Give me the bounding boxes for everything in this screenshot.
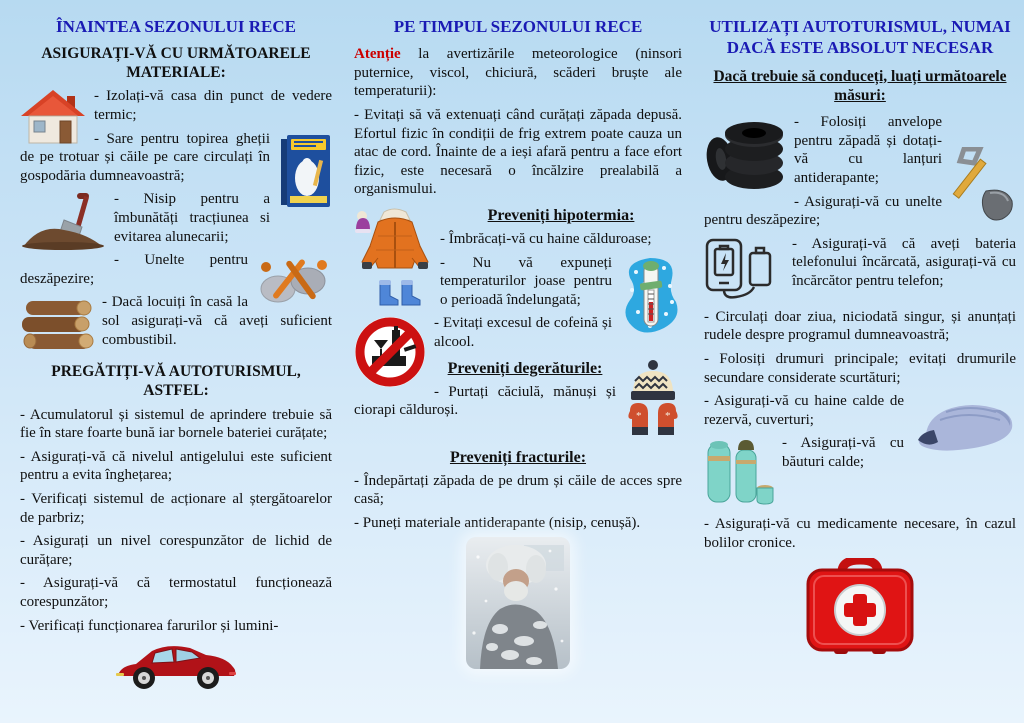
firewood-icon [20, 295, 94, 353]
list-item-text: - Izolați-vă casa din punct de vedere termic; [94, 88, 332, 124]
list-item [704, 515, 1016, 552]
svg-text:*: * [665, 409, 671, 422]
attention-text: la avertizările meteorologice (ninsori puternice, viscol, chiciură, scăderi bruște ale temperaturii): [354, 46, 682, 100]
panel-title: ÎNAINTEA SEZONULUI RECE [56, 17, 296, 36]
no-alcohol-sign-icon [354, 316, 426, 388]
boots-icon [379, 280, 420, 305]
list-item-text: - Asigurați-vă cu unelte pentru deszăpezire; [704, 193, 942, 229]
attention-paragraph [354, 45, 682, 101]
list-item-text: - Nisip pentru a îmbunătăți tracțiunea si evitarea alunecarii; [114, 191, 270, 245]
list-item-text: - Evitați să vă extenuați când curățați zăpada depusă. Efortul fizic în condiții de frig extrem poate cauza un atac de cord. Înainte de a ieși afară pentru a face efort fizic, este necesară o încălzire prealabilă a organismului. [354, 107, 682, 198]
list-item [704, 308, 1016, 345]
panel-title: PE TIMPUL SEZONULUI RECE [393, 17, 643, 36]
list-item-text: - Unelte pentru deszăpezire; [20, 252, 248, 287]
list-item [20, 490, 332, 527]
phone-charger-icon [704, 237, 784, 301]
first-aid-image-wrap [704, 558, 1016, 663]
panel-during-cold-season [354, 12, 682, 715]
list-item [20, 448, 332, 485]
salt-box-icon [278, 132, 332, 210]
warm-clothes-icons [354, 206, 432, 310]
list-item [354, 472, 682, 509]
list-item [704, 350, 1016, 387]
list-item-text: - Verificați sistemul de acționare al ștergătoarelor de parbriz; [20, 490, 332, 526]
hypothermia-heading: Preveniți hipotermia: [487, 207, 635, 224]
thermometer-icon [620, 256, 682, 338]
list-item-text: - Dacă locuiți în casă la sol asigurați-vă că aveți suficient combustibil. [102, 294, 332, 348]
attention-word: Atenție [354, 46, 401, 63]
materials-heading: ASIGURAȚI-VĂ CU URMĂTOARELE MATERIALE: [41, 45, 311, 81]
list-item-text: - Asigurați-vă cu medicamente necesare, în cazul bolilor cronice. [704, 516, 1016, 551]
shovel-icon [950, 147, 1016, 227]
list-item-text: - Îmbrăcați-vă cu haine călduroase; [440, 231, 652, 247]
list-item-text: - Purtați căciulă, mănuși și ciorapi călduroși. [354, 383, 616, 419]
thermos-icon [704, 436, 774, 508]
list-item [704, 392, 1016, 429]
list-item [20, 617, 332, 636]
red-car-icon [114, 640, 238, 690]
house-icon [20, 89, 86, 145]
drive-measures-heading: Dacă trebuie să conduceți, luați următoarele măsuri: [713, 67, 1007, 104]
list-item-text: - Asigurați-vă cu haine calde de rezervă, cuverturi; [704, 393, 904, 428]
tires-stack-icon [704, 115, 786, 193]
panel-before-cold-season [20, 12, 332, 715]
list-item [20, 406, 332, 443]
list-item-text: - Circulați doar ziua, niciodată singur, și anunțați rudele despre programul dumneavoastră; [704, 308, 1016, 344]
panel-use-car-only-if-necessary [704, 12, 1016, 715]
sand-shovel-icon [20, 192, 106, 250]
list-item [704, 235, 1016, 291]
list-item-text: - Asigurați-vă că aveți bateria telefonului încărcată, asigurați-vă cu încărcător pentru telefon; [792, 235, 1016, 289]
prepare-car-heading: PREGĂTIȚI-VĂ AUTOTURISMUL, ASTFEL: [51, 363, 301, 399]
blanket-icon [912, 394, 1016, 452]
winter-hat-small-icon [355, 211, 371, 233]
effort-paragraph [354, 106, 682, 199]
frostbite-heading: Preveniți degerăturile: [447, 359, 603, 377]
snow-man-photo-wrap [354, 537, 682, 674]
list-item-text: - Îndepărtați zăpada de pe drum și căile de acces spre casă; [354, 472, 682, 508]
list-item-text: - Nu vă expuneți temperaturilor joase pentru o perioadă îndelungată; [440, 254, 612, 308]
fracture-heading: Preveniți fracturile: [449, 448, 587, 466]
svg-text:*: * [636, 409, 642, 422]
knit-hat-mittens-icon [624, 359, 682, 439]
list-item-text: - Evitați excesul de cofeină și alcool. [434, 315, 612, 350]
list-item [20, 251, 332, 288]
list-item-text: - Asigurați-vă cu băuturi calde; [782, 435, 904, 470]
puffer-jacket-icon [362, 209, 428, 269]
snow-covered-man-photo [466, 537, 570, 669]
first-aid-kit-icon [804, 558, 916, 658]
list-item [354, 514, 682, 533]
list-item [20, 87, 332, 124]
list-item-text: - Asigurați-vă că nivelul antigelului este suficient pentru a evita înghețarea; [20, 448, 332, 484]
list-item-text: - Folosiți anvelope pentru zăpadă și dotați-vă cu lanțuri antiderapante; [794, 114, 942, 187]
list-item [704, 113, 1016, 187]
list-item-text: - Sare pentru topirea gheții de pe trotuar și căile pe care circulați în gospodăria dumneavoastră; [20, 130, 270, 184]
list-item-text: - Verificați funcționarea farurilor și lumini- [20, 617, 279, 634]
list-item-text: - Folosiți drumuri principale; evitați drumurile secundare considerate scurtături; [704, 351, 1016, 386]
snow-tools-icon [256, 253, 332, 309]
list-item [20, 574, 332, 611]
list-item-text: - Asigurați-vă că termostatul funcționează corespunzător; [20, 575, 332, 610]
panel-title: UTILIZAȚI AUTOTURISMUL, NUMAI DACĂ ESTE ABSOLUT NECESAR [709, 17, 1011, 58]
list-item-text: - Puneți materiale antiderapante (nisip, cenușă). [354, 514, 641, 531]
list-item-text: - Asigurați un nivel corespunzător de lichid de curățare; [20, 533, 332, 568]
car-image-wrap [20, 640, 332, 695]
list-item [20, 532, 332, 569]
list-item-text: - Acumulatorul și sistemul de aprindere trebuie să fie în stare foarte bună iar bornele bateriei curățate; [20, 406, 332, 442]
